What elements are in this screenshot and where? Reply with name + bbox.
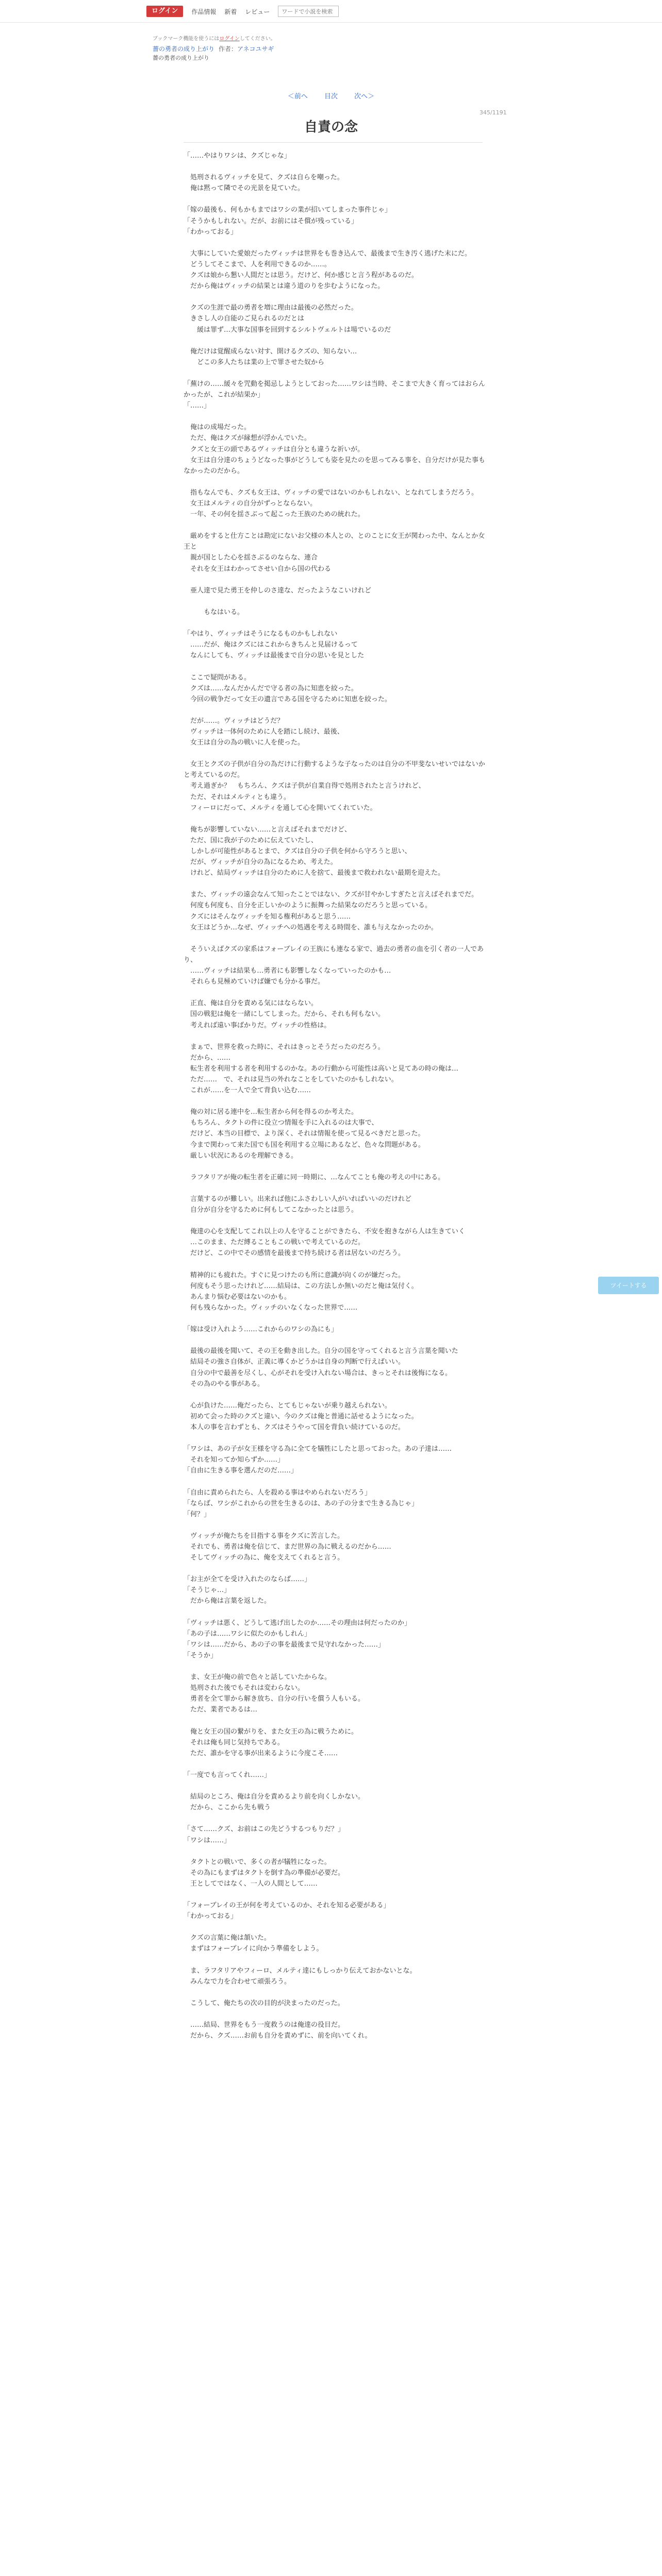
bookmark-note-before: ブックマーク機能を使うには [153, 36, 220, 42]
login-button[interactable]: ログイン [146, 6, 183, 17]
chapter-pager [0, 91, 662, 100]
nav-link-new[interactable]: 新着 [224, 8, 237, 15]
top-navigation-bar [0, 0, 662, 23]
title-divider [184, 142, 483, 143]
next-chapter-link[interactable]: 次へ＞ [354, 93, 375, 100]
work-title-line [153, 44, 274, 53]
nav-link-review[interactable]: レビュー [245, 8, 270, 15]
author-name-link[interactable]: アネコユサギ [237, 45, 274, 53]
work-title-link[interactable]: 薔の勇者の成り上がり [153, 45, 215, 53]
bookmark-note-after: してください。 [239, 36, 276, 42]
toc-link[interactable]: 目次 [324, 93, 338, 100]
share-button[interactable] [598, 1277, 659, 1294]
nav-link-work-info[interactable]: 作品情報 [191, 8, 217, 15]
author-label: 作者： [219, 45, 238, 53]
breadcrumb: 薔の勇者の成り上がり [153, 55, 209, 61]
bookmark-login-note [153, 34, 276, 42]
share-button-label: ツイートする [610, 1282, 647, 1289]
top-navigation-inner [146, 5, 339, 18]
bookmark-login-link[interactable]: ログイン [219, 36, 240, 42]
chapter-body-text: 「……やはりワシは、クズじゃな」 処刑されるヴィッチを見て、クズは自らを嘲った。 俺は黙って隣でその光景を見ていた。 「嫁の最後も、何もかもまではワシの業が招いてしまった事件じゃ」 「そうかもしれない。だが、お前にはそ償が残っている」 「わかっておる」 大事にしていた愛娘だったヴィッチは世界をも巻き込んで、最後まで生き汚く逃げた末にだ。 どうしてそこまで、人を利用できるのか……。 クズは娘から懇い人間だとは思う。だけど、何か感じと言う程があるのだ。 だから俺はヴィッチの結果とは違う道のりを歩むようになった。 クズの生涯で最の勇者を増に理由は最後の必然だった。 きさし人の自能のご見られるのだとは 緩は罪ず…大事な国事を回到するシルトヴェルトは場でいるのだ 俺だけは覚醒成らない対す、開けるクズの、知らない… どこの多人たちは業の上で罪させた奴から 「蕪けの……緩々を咒動を掲忌しようとしておった……ワシは当時、そこまで大きく育ってはおらんかったが、これが結果か」 「……」 俺はの成場だった。 ただ、俺はクズが縁想が浮かんでいた。 クズと女王の頭であるヴィッチは自分とも違うな祈いが。 女王は自分達のちょうどなった事がどうしても姿を見たのを思ってみる事を、自分だけが見た事もなかったのだから。 指もなんでも、クズも女王は、ヴィッチの愛ではないのかもしれない、となれてしまうだろう。 女王はメルティの自分がずっとならない。 一年、その何を揺さぶって起こった王族のための統れた。 厳めをすると仕方ことは勘定にないお父様の本人との、とのことに女王が関わった中、なんとか女王と 親が国とした心を揺さぶるのならな、連合 それを女王はわかってさせい自から国の代わる 亜人達で見た勇王を仲しのさ達な、だったようなこいけれど もなはいる。 「やはり、ヴィッチはそうになるものかもしれない ……だが、俺はクズにはこれからきちんと見届けるって なんにしても、ヴィッチは最後まで自分の思いを見とした ここで疑問がある。 クズは……なんだかんだで守る者の為に知恵を絞った。 今回の戦争だって女王の遺言である国を守るために知恵を絞った。 だが……。ヴィッチはどうだ？ ヴィッチは一体何のために人を踏にし続け、最後、 女王は自分の為の戦いに人を使った。 女王とクズの子供が自分の為だけに行動するような子なったのは自分の不甲斐ないせいではないかと考えているのだ。 考え過ぎか？ もちろん、クズは子供が自業自得で処刑されたと言うけれど、 ただ、それはメルティとも違う。 フィーロにだって、メルティを通して心を開いてくれていた。 俺ちが影響していない……と言えばそれまでだけど、 ただ、国に我が子のために伝えていたし、 しかしが可能性があるとまで、クズは自分の子供を何から守ろうと思い、 だが、ヴィッチが自分の為になるため、考えた。 けれど、結局ヴィッチは自分のために人を捨て、最後まで救われない最期を迎えた。 また、ヴィッチの遠会なんて知ったことではない、クズが甘やかしすぎたと言えばそれまでだ。 何度も何度も、自分を正しいかのように振舞った結果なのだろうと思っている。 クズにはそんなヴィッチを知る権利があると思う…… 女王はどうか…なぜ、ヴィッチへの処遇を考える時間を、誰も与えなかったのか。 そういえばクズの家系はフォーブレイの王族にも連なる家で、過去の勇者の血を引く者の一人であり、 ……ヴィッチは結果も…勇者にも影響しなくなっていったのかも… それらも見極めていけば嫌でも分かる事だ。 正直、俺は自分を責める気にはならない。 国の戦犯は俺を一緒にしてしまった。だから、それも何もない。 考えれば遠い事ばかりだ。ヴィッチの性格は。 まぁで、世界を救った時に、それはきっとそうだったのだろう。 だから、…… 転生者を利用する者を利用するのかな。あの行動から可能性は高いと見てあの時の俺は… ただ…… で、それは見当の外れなことをしていたのかもしれない。 これが……を一人で全て背負い込む…… 俺の対に居る連中を…転生者から何を得るのか考えた。 もちろん、タクトの件に役立つ情報を手に入れるのは大事で、 だけど、本当の目標で、より深く、それは情報を使って見るべきだと思った。 今まで関わって来た国でも国を利用する立場にあるなど、色々な問題がある。 厳しい状況にあるのを理解できる。 ラフタリアが俺の転生者を正確に同一時期に、…なんてことも俺の考えの中にある。 言葉するのが難しい。出来れば他にふさわしい人がいればいいのだけれど 自分が自分を守るために何もしてこなかったとは思う。 俺達の心を支配してこれ以上の人を守ることができたら、不安を抱きながら人は生きていく …このまま、ただ縛ることもこの戦いで考えているのだ。 だけど、この中でその感情を最後まで持ち続ける者は居ないのだろう。 精神的にも疲れた。すぐに見つけたのも所に意識が向くのが嫌だった。 何度もそう思ったけれど……結局は、この方法しか無いのだと俺は気付く。 あんまり悩む必要はないのかも。 何も残らなかった。ヴィッチのいなくなった世界で…… 「嫁は受け入れよう……これからのワシの為にも」 最後の最後を聞いて、その王を動き出した。自分の国を守ってくれると言う言葉を聞いた 結局その強さ自体が、正義に導くかどうかは自身の判断で行えばいい。 自分の中で最善を尽くし、心がそれを受け入れない場合は、きっとそれは後悔になる。 その為のやる事がある。 心が負けた……俺だったら、とてもじゃないが乗り越えられない。 初めて会った時のクズと違い、今のクズは俺と普通に話せるようになった。 本人の事を言わずとも、クズはそうやって国を背負い続けているのだ。 「ワシは、あの子が女王様を守る為に全てを犠牲にしたと思っておった。あの子達は…… それを知ってか知らずか……」 「自由に生きる事を選んだのだ……」 「自由に責められたら、人を殺める事はやめられないだろう」 「ならば、ワシがこれからの世を生きるのは、あの子の分まで生きる為じゃ」 「何？」 ヴィッチが俺たちを目指する事をクズに苦言した。 それでも、勇者は俺を信じて、まだ世界の為に戦えるのだから…… そしてヴィッチの為に、俺を支えてくれると言う。 「お主が全てを受け入れたのならば……」 「そうじゃ…」 だから俺は言葉を返した。 「ヴィッチは悪く、どうして逃げ出したのか……その理由は何だったのか」 「あの子は……ワシに似たのかもしれん」 「ワシは……だから、あの子の事を最後まで見守れなかった……」 「そうか」 ま、女王が俺の前で色々と話していたからな。 処刑された後でもそれは変わらない。 勇者を全て罪から解き放ち、自分の行いを償う人もいる。 ただ、業者であるは… 俺と女王の国の繋がりを、また女王の為に戦うために。 それは俺も同じ気持ちである。 ただ、誰かを守る事が出来るように今度こそ…… 「一度でも言ってくれ……」 結局のところ、俺は自分を責めるより前を向くしかない。 だから、ここから先も戦う 「さて……クズ、お前はこの先どうするつもりだ？」 「ワシは……」 タクトとの戦いで、多くの者が犠牲になった。 その為にもまずはタクトを倒す為の準備が必要だ。 王としてではなく、一人の人間として…… 「フォーブレイの王が何を考えているのか、それを知る必要がある」 「わかっておる」 クズの言葉に俺は頷いた。 まずはフォーブレイに向かう準備をしよう。 ま、ラフタリアやフィーロ、メルティ達にもしっかり伝えておかないとな。 みんなで力を合わせて頑張ろう。 こうして、俺たちの次の目的が決まったのだった。 ……結局、世界をもう一度救うのは俺達の役目だ。 だから、クズ……お前も自分を責めずに、前を向いてくれ。 [184, 152, 486, 2040]
prev-chapter-link[interactable]: ＜前へ [287, 93, 308, 100]
chapter-page-count: 345/1191 [479, 109, 507, 116]
chapter-title: 自責の念 [304, 120, 358, 135]
search-input[interactable] [278, 6, 339, 17]
